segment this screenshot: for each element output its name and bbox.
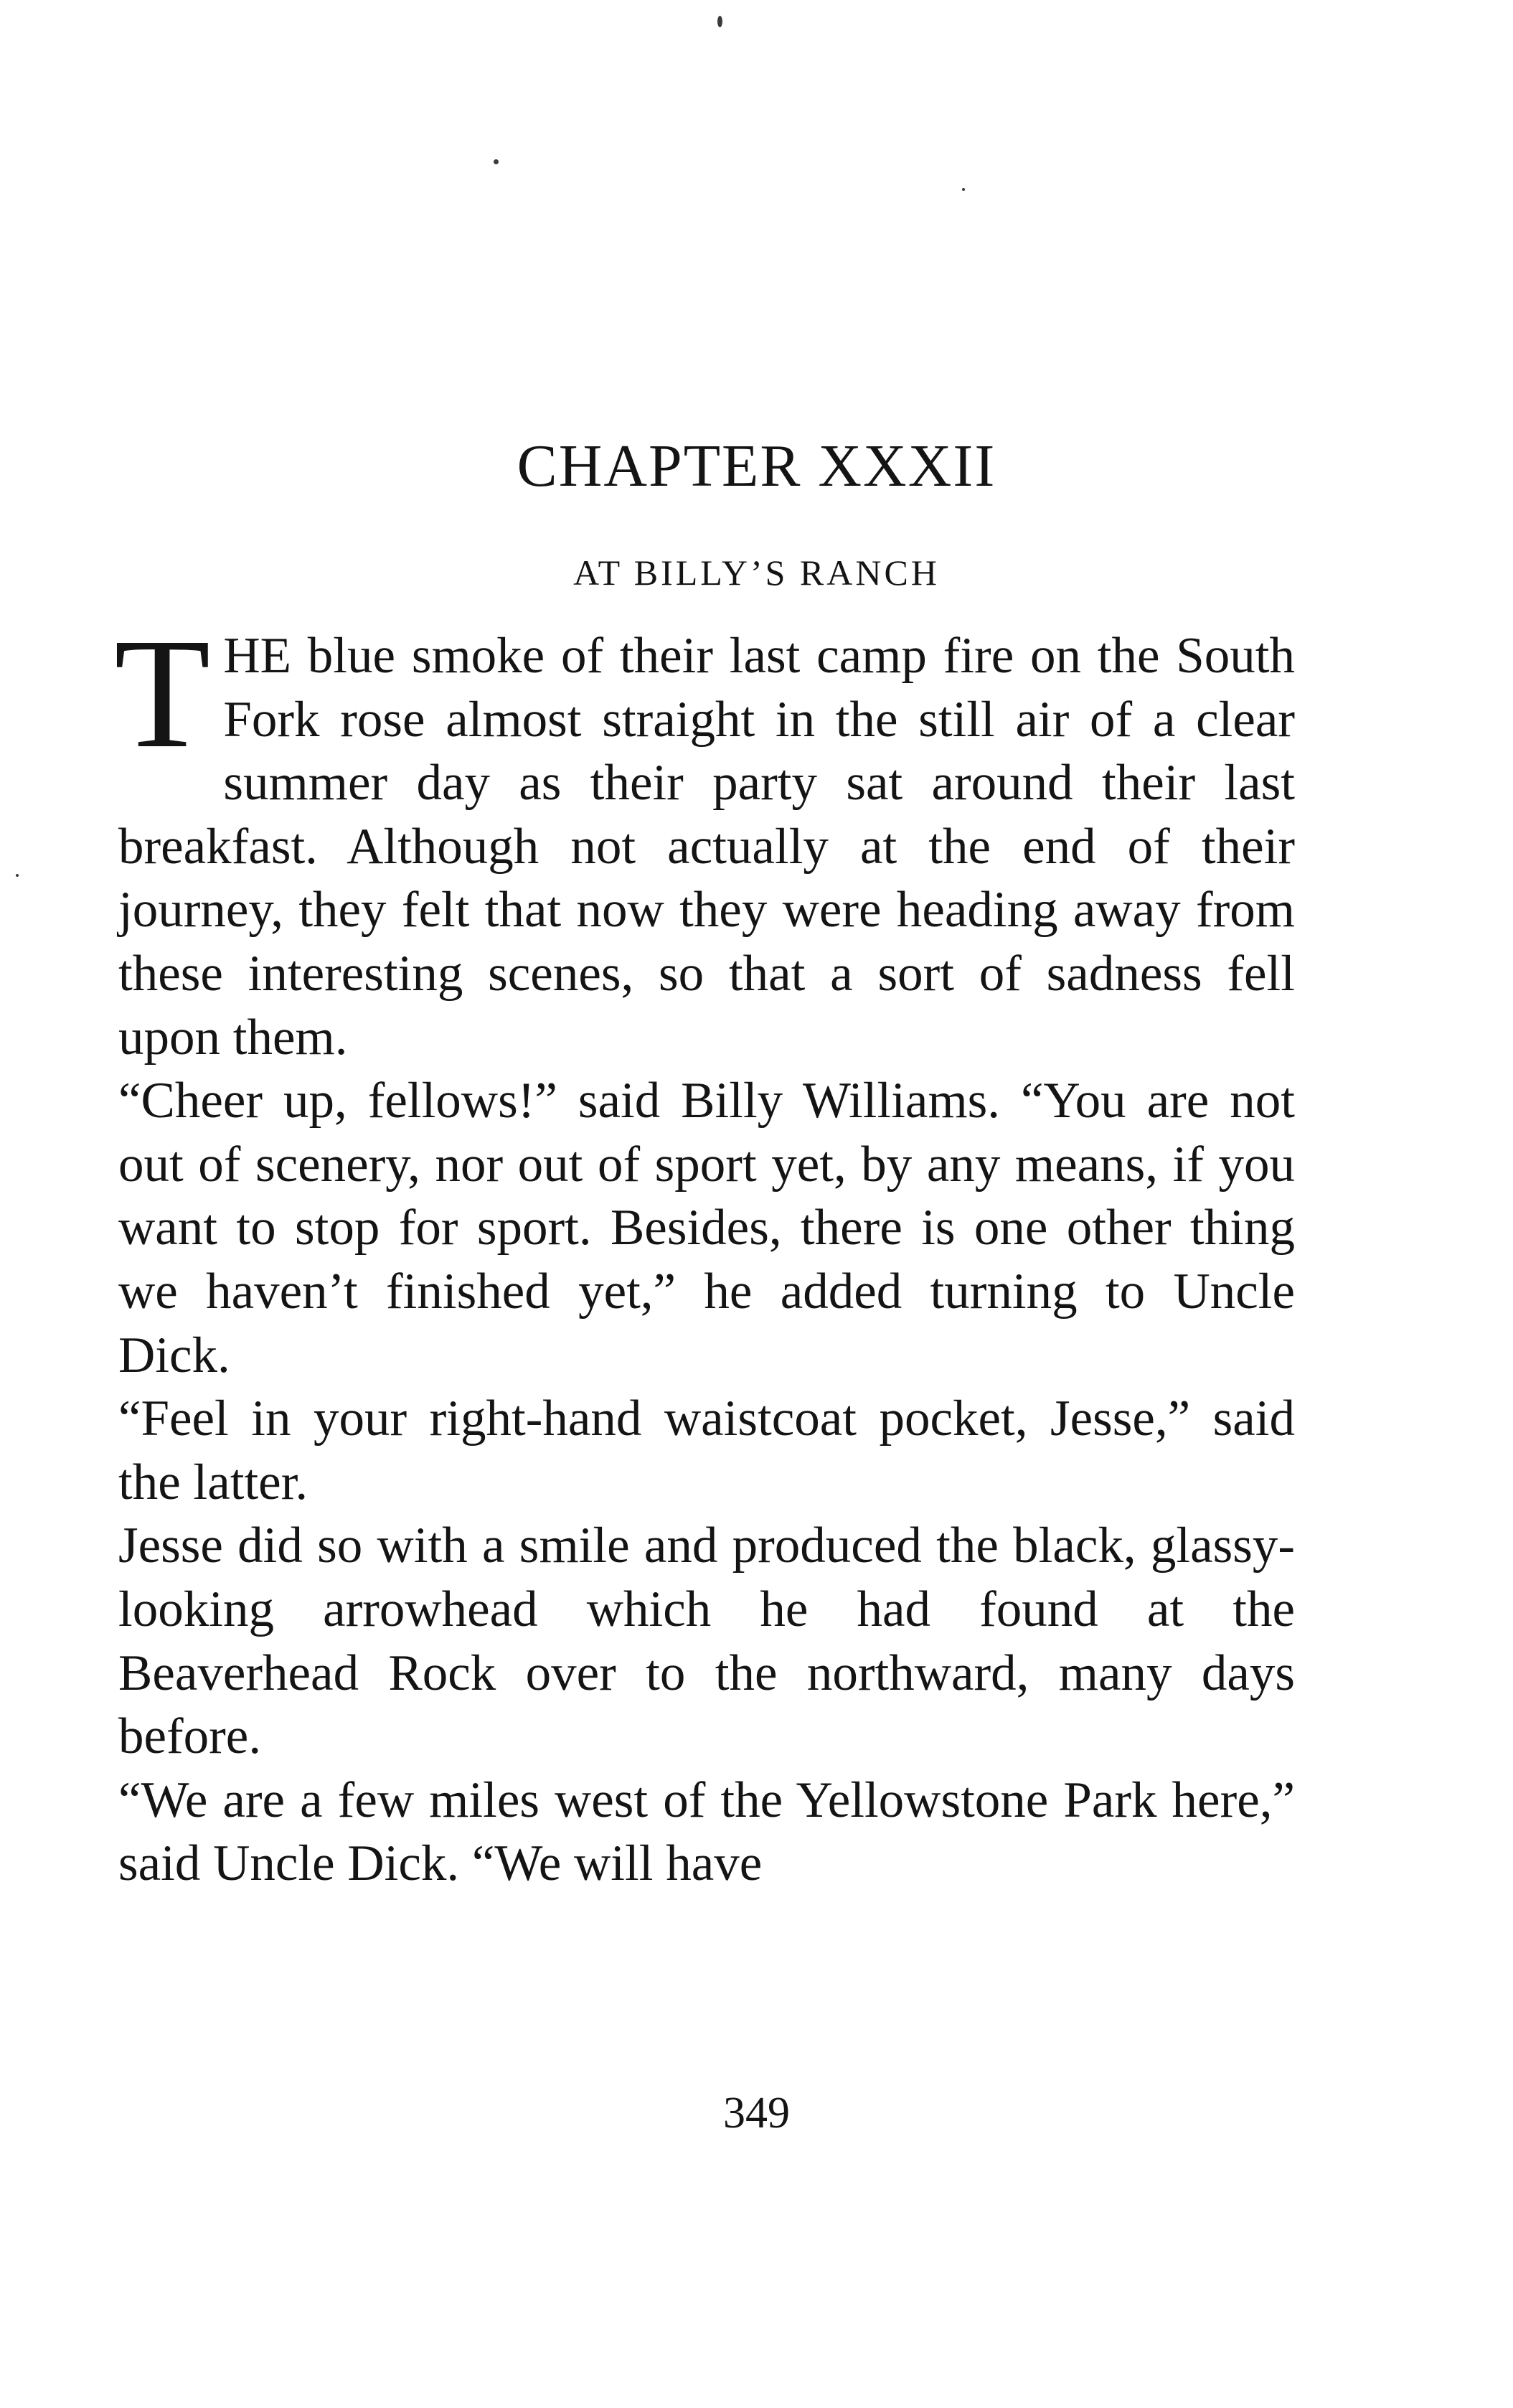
scan-speck: [962, 188, 965, 191]
scan-speck: [16, 874, 19, 877]
paragraph-2: “Cheer up, fellows!” said Billy Williams. “You are not out of scenery, nor out of sport yet, by any means, if you want to stop for sport. Besides, there is one other thing we haven’t finished yet,” he added turning to Uncle Dick.: [118, 1073, 1295, 1383]
body-text: [114, 606, 1295, 1896]
paragraph-1: [114, 606, 1295, 1069]
scan-speck: [494, 159, 499, 164]
page-number: 349: [723, 2089, 790, 2137]
paragraph-4: Jesse did so with a smile and produced the black, glassy-looking arrowhead which he had found at the Beaverhead Rock over to the northward, many days before.: [118, 1518, 1295, 1765]
paragraph-1-text: HE blue smoke of their last camp fire on the South Fork rose almost straight in the still air of a clear summer day as their party sat around their last breakfast. Although not actually at the end of their journey, they felt that now they were heading away from these interesting scenes, so that a sort of sadness fell upon them.: [118, 628, 1295, 1066]
chapter-title: CHAPTER XXXII: [517, 433, 996, 499]
paragraph-5: “We are a few miles west of the Yellowstone Park here,” said Uncle Dick. “We will have: [118, 1772, 1295, 1892]
scan-speck: [717, 16, 722, 27]
paragraph-3: “Feel in your right-hand waistcoat pocket, Jesse,” said the latter.: [118, 1391, 1295, 1510]
chapter-subtitle: AT BILLY’S RANCH: [573, 552, 940, 593]
drop-cap: T: [114, 606, 211, 781]
